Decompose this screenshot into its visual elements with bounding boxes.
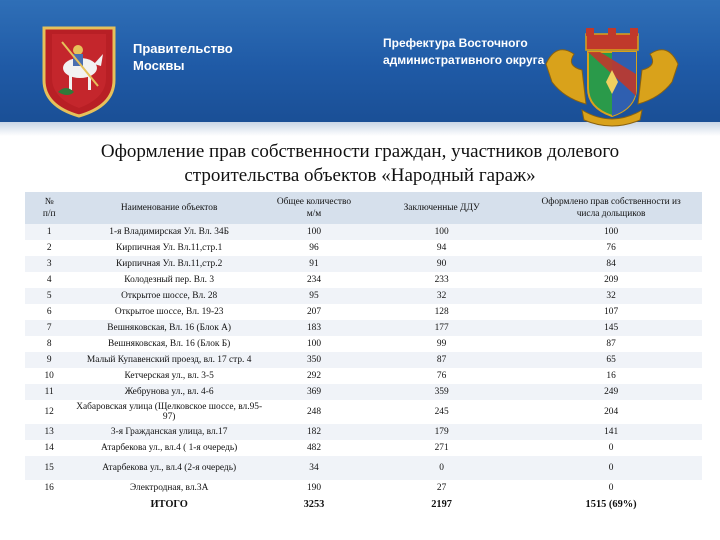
total-label: ИТОГО (150, 499, 188, 510)
table-row (25, 352, 702, 368)
row-number: 16 (44, 483, 54, 493)
row-total: 96 (309, 243, 319, 253)
row-number: 8 (46, 339, 52, 349)
col-header-name: Наименование объектов (73, 192, 265, 224)
row-number: 1 (46, 227, 52, 237)
table-total-row (25, 496, 702, 514)
table-header-row (25, 192, 702, 224)
row-ddu: 76 (436, 371, 447, 381)
prefecture-title-line2: административного округа (383, 53, 545, 67)
row-name: Кетчерская ул., вл. 3-5 (124, 371, 214, 381)
government-title (133, 40, 233, 74)
table-row (25, 368, 702, 384)
col-header-total-line2: м/м (306, 209, 322, 219)
row-number: 11 (44, 387, 54, 397)
col-header-total (265, 192, 363, 224)
page-title-line2: строительства объектов «Народный гараж» (184, 165, 536, 186)
row-rights: 204 (604, 407, 619, 417)
row-total: 183 (306, 323, 322, 333)
col-header-ddu: Заключенные ДДУ (363, 192, 520, 224)
row-rights: 84 (606, 259, 616, 269)
row-number: 6 (46, 307, 52, 317)
row-rights: 145 (604, 323, 619, 333)
row-rights: 0 (608, 483, 614, 493)
row-ddu: 177 (434, 323, 449, 333)
row-ddu: 87 (436, 355, 447, 365)
row-ddu: 90 (436, 259, 447, 269)
table-row (25, 480, 702, 496)
row-rights: 100 (604, 227, 619, 237)
table-row (25, 440, 702, 456)
row-number: 2 (46, 243, 52, 253)
row-ddu: 99 (436, 339, 447, 349)
row-name: Жебрунова ул., вл. 4-6 (124, 387, 214, 397)
table-row (25, 320, 702, 336)
row-total: 207 (306, 307, 322, 317)
row-ddu: 233 (434, 275, 449, 285)
row-rights: 107 (604, 307, 619, 317)
row-number: 5 (46, 291, 52, 301)
row-rights: 0 (608, 443, 614, 453)
row-name: Открытое шоссе, Вл. 28 (121, 291, 218, 301)
row-number: 15 (44, 463, 54, 473)
east-district-coat-of-arms-icon (542, 24, 682, 129)
row-total: 95 (309, 291, 319, 301)
col-header-rights-line2: числа дольщиков (576, 209, 646, 219)
row-number: 13 (44, 427, 54, 437)
col-header-number-line2: п/п (42, 209, 56, 219)
prefecture-title-line1: Префектура Восточного (383, 36, 528, 50)
row-name: Колодезный пер. Вл. 3 (124, 275, 215, 285)
row-name: Атарбекова ул., вл.4 ( 1-я очередь) (101, 443, 238, 453)
row-number: 10 (44, 371, 54, 381)
row-name: Открытое шоссе, Вл. 19-23 (114, 307, 224, 317)
row-number: 14 (44, 443, 54, 453)
total-rights: 1515 (69%) (585, 499, 637, 510)
row-name: Хабаровская улица (Щелковское шоссе, вл.95-97) (76, 402, 263, 422)
row-number: 12 (44, 407, 54, 417)
prefecture-title (383, 35, 544, 69)
page-title-line1: Оформление прав собственности граждан, участников долевого (100, 141, 620, 162)
page-title (40, 140, 680, 188)
row-total: 34 (309, 463, 319, 473)
row-ddu: 179 (434, 427, 449, 437)
row-rights: 0 (608, 463, 614, 473)
row-rights: 141 (604, 427, 619, 437)
row-name: Малый Купавенский проезд, вл. 17 стр. 4 (86, 355, 252, 365)
row-rights: 32 (606, 291, 616, 301)
row-ddu: 245 (434, 407, 449, 417)
row-total: 482 (306, 443, 322, 453)
row-name: 1-я Владимирская Ул. Вл. 34Б (109, 227, 229, 237)
col-header-rights-line1: Оформлено прав собственности из (541, 197, 681, 207)
row-ddu: 0 (439, 463, 444, 473)
row-total: 292 (306, 371, 322, 381)
row-rights: 16 (606, 371, 616, 381)
total-empty-cell (25, 496, 73, 514)
row-rights: 87 (606, 339, 616, 349)
row-name: Вешняковская, Вл. 16 (Блок А) (107, 323, 231, 333)
row-number: 9 (46, 355, 52, 365)
row-total: 190 (306, 483, 322, 493)
col-header-total-line1: Общее количество (276, 197, 352, 207)
table-row (25, 288, 702, 304)
row-total: 369 (306, 387, 322, 397)
table-row (25, 272, 702, 288)
row-ddu: 100 (434, 227, 449, 237)
row-name: Атарбекова ул., вл.4 (2-я очередь) (102, 463, 237, 473)
row-number: 3 (46, 259, 52, 269)
row-rights: 76 (606, 243, 616, 253)
table-row (25, 384, 702, 400)
government-title-line2: Москвы (133, 58, 185, 73)
row-rights: 209 (604, 275, 619, 285)
table-row (25, 240, 702, 256)
row-total: 100 (306, 227, 322, 237)
row-ddu: 128 (434, 307, 449, 317)
total-ddu: 2197 (431, 499, 452, 510)
row-name: Вешняковская, Вл. 16 (Блок Б) (107, 339, 231, 349)
total-count: 3253 (303, 499, 325, 510)
row-total: 350 (306, 355, 322, 365)
col-header-number-line1: № (44, 197, 54, 207)
government-title-line1: Правительство (133, 41, 233, 56)
row-number: 7 (46, 323, 52, 333)
row-name: Кирпичная Ул. Вл.11,стр.2 (116, 259, 223, 269)
garage-objects-table (25, 192, 702, 514)
row-ddu: 271 (434, 443, 449, 453)
row-rights: 65 (606, 355, 616, 365)
row-name: 3-я Гражданская улица, вл.17 (110, 427, 228, 437)
row-name: Электродная, вл.3А (129, 483, 209, 493)
row-ddu: 27 (436, 483, 447, 493)
row-rights: 249 (604, 387, 619, 397)
table-row (25, 304, 702, 320)
table-row (25, 336, 702, 352)
row-number: 4 (46, 275, 52, 285)
row-ddu: 32 (436, 291, 447, 301)
row-total: 91 (309, 259, 319, 269)
table-row (25, 256, 702, 272)
moscow-coat-of-arms-icon (40, 24, 118, 118)
table-row (25, 224, 702, 240)
row-total: 234 (306, 275, 322, 285)
row-total: 248 (306, 407, 322, 417)
row-name: Кирпичная Ул. Вл.11,стр.1 (116, 243, 223, 253)
row-ddu: 94 (436, 243, 447, 253)
table-row (25, 400, 702, 424)
col-header-number (25, 192, 73, 224)
table-row (25, 456, 702, 480)
row-total: 100 (306, 339, 322, 349)
col-header-rights (520, 192, 702, 224)
table-row (25, 424, 702, 440)
row-total: 182 (306, 427, 322, 437)
row-ddu: 359 (434, 387, 449, 397)
